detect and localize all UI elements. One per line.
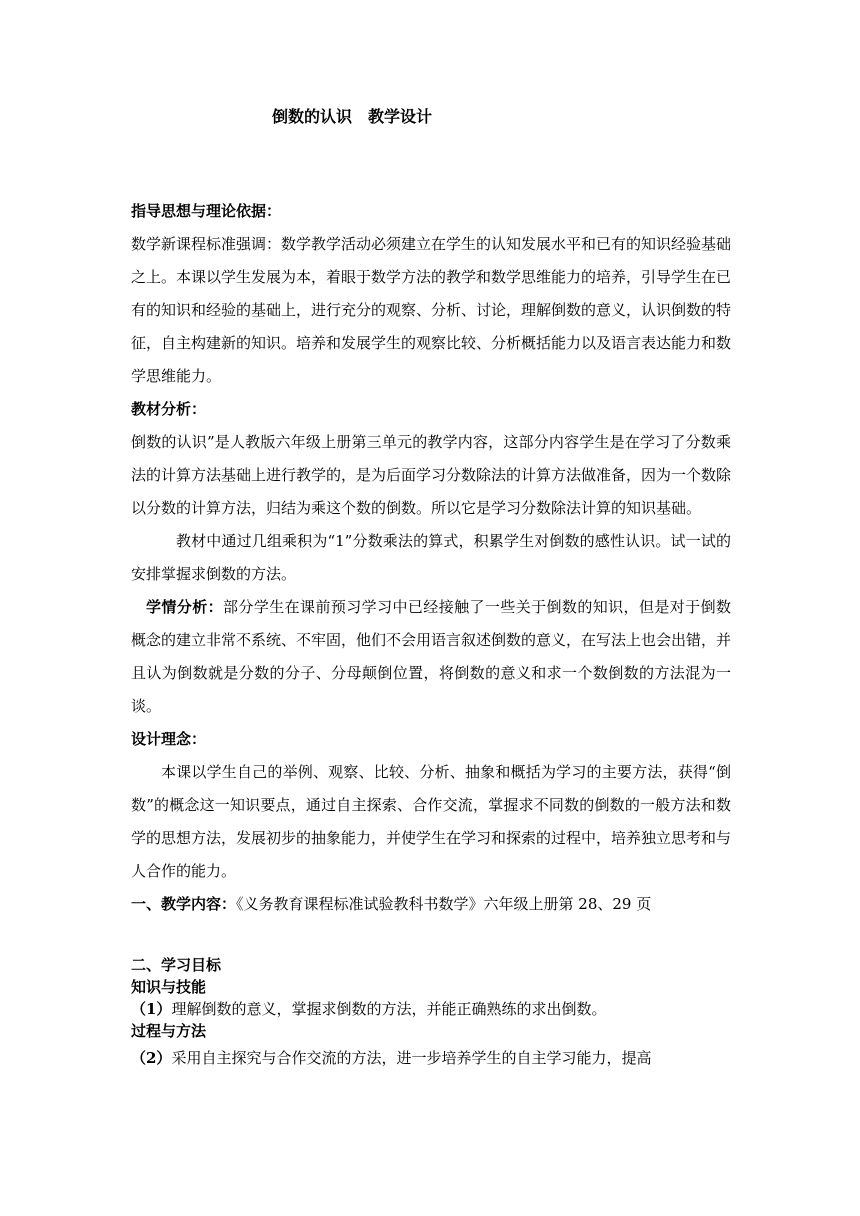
section2-item1: [131, 998, 731, 1020]
design-heading: 设计理念：: [131, 730, 207, 748]
section2-item2: [131, 1042, 731, 1075]
section2-sub2: 过程与方法: [131, 1022, 207, 1040]
item1-text: 理解倒数的意义，掌握求倒数的方法，并能正确熟练的求出倒数。: [171, 1000, 607, 1018]
material-heading: 教材分析：: [131, 400, 207, 418]
students-heading: 学情分析：: [146, 598, 224, 616]
students-text: 部分学生在课前预习学习中已经接触了一些关于倒数的知识，但是对于倒数概念的建立非常不系统、不牢固，他们不会用语言叙述倒数的意义，在写法上也会出错，并且认为倒数就是分数的分子、分母颠倒位置，将倒数的意义和求一个数倒数的方法混为一谈。: [131, 598, 732, 715]
students-paragraph: [131, 591, 731, 723]
material-text-2: 教材中通过几组乘积为“1”分数乘法的算式，积累学生对倒数的感性认识。试一试的安排掌握求倒数的方法。: [131, 532, 731, 583]
document-body: [131, 195, 731, 1075]
design-text: 本课以学生自己的举例、观察、比较、分析、抽象和概括为学习的主要方法，获得“倒数”的概念这一知识要点，通过自主探索、合作交流，掌握求不同数的倒数的一般方法和数学的思想方法，发展初步的抽象能力，并使学生在学习和探索的过程中，培养独立思考和与人合作的能力。: [131, 763, 732, 880]
section1-heading: 一、教学内容：: [131, 895, 237, 913]
material-text-1: 倒数的认识”是人教版六年级上册第三单元的教学内容，这部分内容学生是在学习了分数乘法的计算方法基础上进行教学的，是为后面学习分数除法的计算方法做准备，因为一个数除以分数的计算方法，归结为乘这个数的倒数。所以它是学习分数除法计算的知识基础。: [131, 433, 732, 517]
blank-line: [131, 921, 731, 954]
section1-text: 《义务教育课程标准试验教科书数学》六年级上册第 28、29 页: [236, 895, 652, 913]
section1-paragraph: [131, 888, 731, 921]
guiding-text: 数学新课程标准强调：数学教学活动必须建立在学生的认知发展水平和已有的知识经验基础之上。本课以学生发展为本，着眼于数学方法的教学和数学思维能力的培养，引导学生在已有的知识和经验的基础上，进行充分的观察、分析、讨论，理解倒数的意义，认识倒数的特征，自主构建新的知识。培养和发展学生的观察比较、分析概括能力以及语言表达能力和数学思维能力。: [131, 235, 732, 385]
item1-number: （1）: [131, 1000, 172, 1018]
document-title: 倒数的认识 教学设计: [272, 107, 433, 126]
section2-sub1: 知识与技能: [131, 978, 207, 996]
section2-heading: 二、学习目标: [131, 956, 222, 974]
item2-text: 采用自主探究与合作交流的方法，进一步培养学生的自主学习能力，提高: [171, 1049, 652, 1067]
guiding-heading: 指导思想与理论依据：: [131, 202, 282, 220]
item2-number: （2）: [131, 1049, 172, 1067]
